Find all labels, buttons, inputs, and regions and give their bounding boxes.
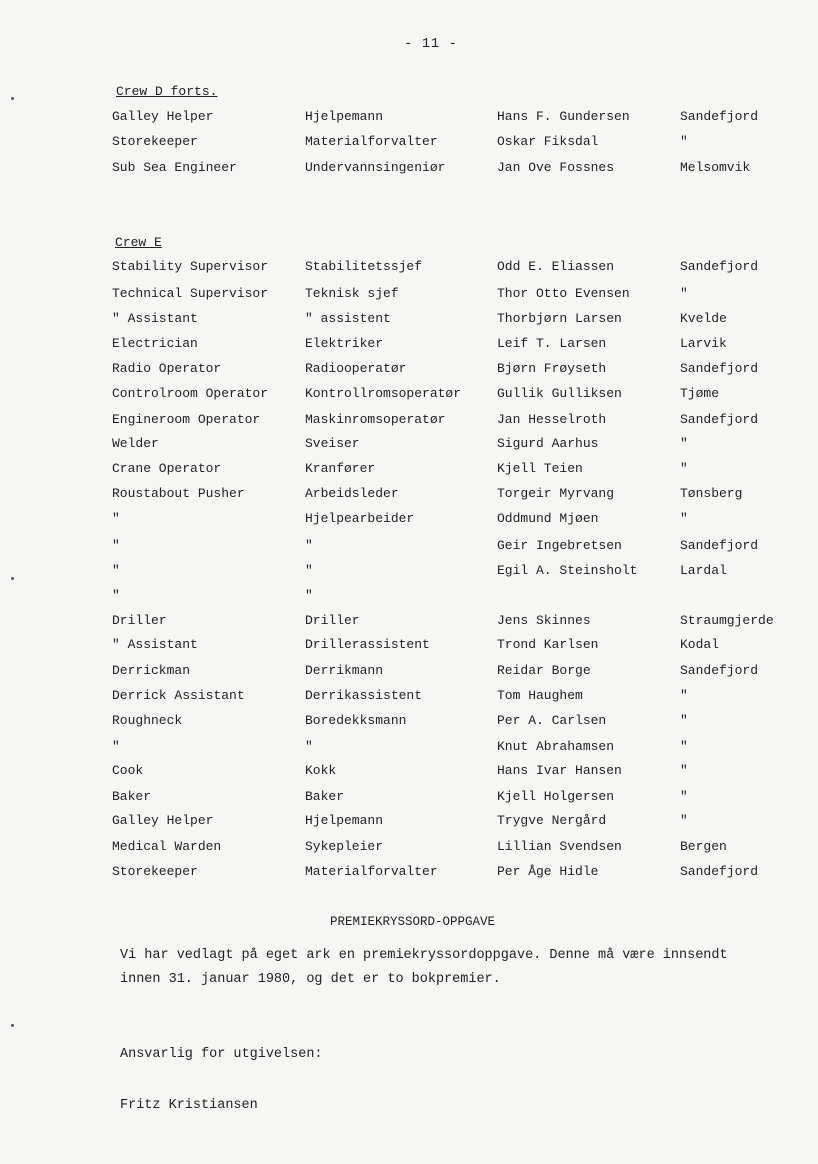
hometown: Sandefjord — [680, 538, 759, 553]
table-row — [0, 412, 818, 430]
hometown: Sandefjord — [680, 109, 759, 124]
table-row — [0, 286, 818, 304]
table-row — [0, 311, 818, 329]
norwegian-title: Kokk — [305, 763, 337, 778]
hometown: " — [680, 134, 688, 149]
person-name: Kjell Teien — [497, 461, 583, 476]
english-title: Stability Supervisor — [112, 259, 269, 274]
english-title: " — [112, 538, 120, 553]
table-row — [0, 688, 818, 706]
section-heading-crew-d: Crew D forts. — [116, 84, 218, 99]
person-name: Jan Hesselroth — [497, 412, 607, 427]
margin-mark — [11, 1024, 14, 1027]
table-row — [0, 361, 818, 379]
english-title: Sub Sea Engineer — [112, 160, 237, 175]
section-heading-crew-e: Crew E — [115, 235, 162, 250]
table-row — [0, 563, 818, 581]
norwegian-title: Hjelpemann — [305, 109, 384, 124]
table-row — [0, 486, 818, 504]
norwegian-title: Derrikassistent — [305, 688, 423, 703]
hometown: Sandefjord — [680, 864, 759, 879]
table-row — [0, 436, 818, 454]
hometown: " — [680, 688, 688, 703]
table-row — [0, 864, 818, 882]
person-name: Gullik Gulliksen — [497, 386, 622, 401]
hometown: " — [680, 789, 688, 804]
hometown: " — [680, 436, 688, 451]
table-row — [0, 763, 818, 781]
english-title: Crane Operator — [112, 461, 222, 476]
hometown: Sandefjord — [680, 361, 759, 376]
hometown: " — [680, 713, 688, 728]
english-title: Controlroom Operator — [112, 386, 269, 401]
hometown: Tønsberg — [680, 486, 743, 501]
person-name: Thor Otto Evensen — [497, 286, 630, 301]
english-title: Technical Supervisor — [112, 286, 269, 301]
hometown: Tjøme — [680, 386, 720, 401]
hometown: " — [680, 461, 688, 476]
table-row — [0, 386, 818, 404]
hometown: Melsomvik — [680, 160, 751, 175]
person-name: Per A. Carlsen — [497, 713, 607, 728]
person-name: Lillian Svendsen — [497, 839, 622, 854]
english-title: Medical Warden — [112, 839, 222, 854]
person-name: Trond Karlsen — [497, 637, 599, 652]
person-name: Hans F. Gundersen — [497, 109, 630, 124]
english-title: Driller — [112, 613, 167, 628]
english-title: Galley Helper — [112, 813, 214, 828]
norwegian-title: Radiooperatør — [305, 361, 407, 376]
hometown: Straumgjerde — [680, 613, 774, 628]
table-row — [0, 588, 818, 606]
english-title: " Assistant — [112, 637, 198, 652]
hometown: Bergen — [680, 839, 727, 854]
norwegian-title: Baker — [305, 789, 345, 804]
margin-mark — [11, 577, 14, 580]
hometown: " — [680, 813, 688, 828]
english-title: Electrician — [112, 336, 198, 351]
norwegian-title: Driller — [305, 613, 360, 628]
hometown: Sandefjord — [680, 259, 759, 274]
norwegian-title: Elektriker — [305, 336, 384, 351]
hometown: Sandefjord — [680, 412, 759, 427]
responsible-name: Fritz Kristiansen — [120, 1098, 258, 1113]
person-name: Thorbjørn Larsen — [497, 311, 622, 326]
person-name: Kjell Holgersen — [497, 789, 615, 804]
person-name: Odd E. Eliassen — [497, 259, 615, 274]
person-name: Jan Ove Fossnes — [497, 160, 615, 175]
norwegian-title: " — [305, 588, 313, 603]
norwegian-title: Drillerassistent — [305, 637, 430, 652]
english-title: Derrickman — [112, 663, 191, 678]
table-row — [0, 160, 818, 178]
person-name: Trygve Nergård — [497, 813, 607, 828]
norwegian-title: Arbeidsleder — [305, 486, 399, 501]
table-row — [0, 789, 818, 807]
person-name: Reidar Borge — [497, 663, 591, 678]
notice-line-1: Vi har vedlagt på eget ark en premiekryssordoppgave. Denne må være innsendt — [120, 948, 728, 963]
english-title: Baker — [112, 789, 152, 804]
table-row — [0, 511, 818, 529]
norwegian-title: " — [305, 739, 313, 754]
table-row — [0, 813, 818, 831]
table-row — [0, 739, 818, 757]
norwegian-title: Kranfører — [305, 461, 376, 476]
english-title: Radio Operator — [112, 361, 222, 376]
person-name: Tom Haughem — [497, 688, 583, 703]
notice-line-2: innen 31. januar 1980, og det er to bokpremier. — [120, 972, 501, 987]
table-row — [0, 461, 818, 479]
person-name: Leif T. Larsen — [497, 336, 607, 351]
norwegian-title: Maskinromsoperatør — [305, 412, 446, 427]
norwegian-title: Stabilitetssjef — [305, 259, 423, 274]
person-name: Oskar Fiksdal — [497, 134, 599, 149]
english-title: Galley Helper — [112, 109, 214, 124]
norwegian-title: Hjelpemann — [305, 813, 384, 828]
notice-title: PREMIEKRYSSORD-OPPGAVE — [330, 915, 496, 929]
table-row — [0, 613, 818, 631]
english-title: Derrick Assistant — [112, 688, 245, 703]
english-title: " — [112, 511, 120, 526]
hometown: " — [680, 739, 688, 754]
hometown: " — [680, 763, 688, 778]
english-title: Storekeeper — [112, 134, 198, 149]
person-name: Per Åge Hidle — [497, 864, 599, 879]
table-row — [0, 336, 818, 354]
norwegian-title: " — [305, 563, 313, 578]
english-title: Roughneck — [112, 713, 183, 728]
table-row — [0, 663, 818, 681]
person-name: Jens Skinnes — [497, 613, 591, 628]
norwegian-title: " — [305, 538, 313, 553]
table-row — [0, 839, 818, 857]
table-row — [0, 109, 818, 127]
person-name: Sigurd Aarhus — [497, 436, 599, 451]
english-title: Engineroom Operator — [112, 412, 261, 427]
margin-mark — [11, 97, 14, 100]
norwegian-title: Derrikmann — [305, 663, 384, 678]
hometown: Kodal — [680, 637, 720, 652]
english-title: " Assistant — [112, 311, 198, 326]
hometown: Larvik — [680, 336, 727, 351]
table-row — [0, 713, 818, 731]
english-title: " — [112, 563, 120, 578]
norwegian-title: Sykepleier — [305, 839, 384, 854]
table-row — [0, 538, 818, 556]
hometown: Kvelde — [680, 311, 727, 326]
english-title: Cook — [112, 763, 144, 778]
norwegian-title: Hjelpearbeider — [305, 511, 415, 526]
english-title: Welder — [112, 436, 159, 451]
person-name: Hans Ivar Hansen — [497, 763, 622, 778]
person-name: Bjørn Frøyseth — [497, 361, 607, 376]
person-name: Egil A. Steinsholt — [497, 563, 638, 578]
table-row — [0, 637, 818, 655]
norwegian-title: Kontrollromsoperatør — [305, 386, 462, 401]
hometown: Lardal — [680, 563, 727, 578]
person-name: Knut Abrahamsen — [497, 739, 615, 754]
responsible-label: Ansvarlig for utgivelsen: — [120, 1047, 323, 1062]
english-title: Roustabout Pusher — [112, 486, 245, 501]
hometown: " — [680, 511, 688, 526]
english-title: " — [112, 739, 120, 754]
person-name: Oddmund Mjøen — [497, 511, 599, 526]
person-name: Torgeir Myrvang — [497, 486, 615, 501]
norwegian-title: Teknisk sjef — [305, 286, 399, 301]
table-row — [0, 259, 818, 277]
norwegian-title: " assistent — [305, 311, 391, 326]
norwegian-title: Materialforvalter — [305, 864, 438, 879]
norwegian-title: Sveiser — [305, 436, 360, 451]
hometown: " — [680, 286, 688, 301]
norwegian-title: Boredekksmann — [305, 713, 407, 728]
english-title: " — [112, 588, 120, 603]
page-number: - 11 - — [404, 36, 458, 52]
hometown: Sandefjord — [680, 663, 759, 678]
person-name: Geir Ingebretsen — [497, 538, 622, 553]
norwegian-title: Materialforvalter — [305, 134, 438, 149]
english-title: Storekeeper — [112, 864, 198, 879]
table-row — [0, 134, 818, 152]
norwegian-title: Undervannsingeniør — [305, 160, 446, 175]
